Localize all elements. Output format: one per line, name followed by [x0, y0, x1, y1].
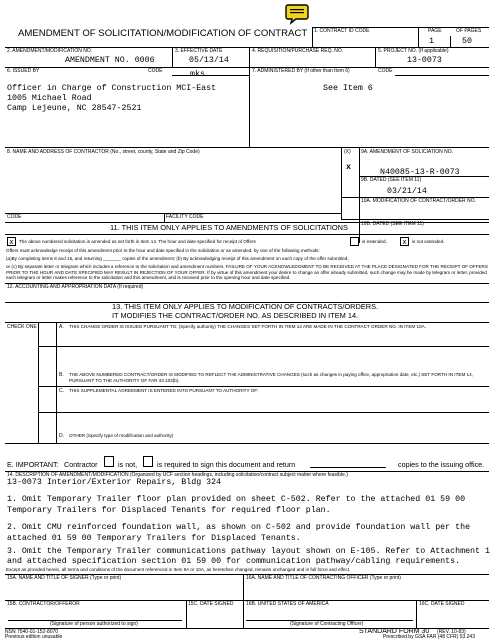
description-label: 14. DESCRIPTION OF AMENDMENT/MODIFICATION (Organized by UCF section headings, including solicitation/contract subject matter where feasible.): [7, 472, 348, 478]
item13-title-1: 13. THIS ITEM ONLY APPLIES TO MODIFICATION OF CONTRACTS/ORDERS.: [112, 302, 379, 311]
description-item-2-line-1: 2. Omit CMU reinforced foundation wall, as shown on C-502 and provide foundation wall per the: [7, 523, 471, 532]
check-one-label: CHECK ONE: [7, 324, 37, 330]
date-signed-16c-label: 16C. DATE SIGNED: [419, 601, 465, 607]
is-required-checkbox[interactable]: [143, 456, 153, 467]
project-value: 13-0073: [407, 56, 442, 65]
item11-paragraph-3: or (c) By separate letter or telegram which includes a reference to the solicitation and amendment numbers. FAILURE OF YOUR ACKNOWLEDGMENT TO BE RECEIVED AT THE PLACE DESIGNATED FOR THE RECEIPT OF OFFERS PRIOR TO THE HOUR AND DATE SPECIFIED MAY RESULT IN REJECTION OF YOUR OFFER. If by virtue of this amendment your desire to change an offer already submitted, such change may be made by telegram or letter, provided each telegram or letter makes reference to the solicitation and this amendment, and is received prior to the opening hour and date specified.: [6, 264, 488, 281]
option-b-text: THE ABOVE NUMBERED CONTRACT/ORDER IS MODIFIED TO REFLECT THE ADMINISTRATIVE CHANGES (such as changes in paying office, appropriation date, etc.) SET FORTH IN ITEM 14, PURSUANT TO THE AUTHORITY OF FAR 43.103(b).: [69, 372, 473, 383]
nsn-number: NSN 7540-01-152-8070: [5, 629, 59, 635]
option-d-letter: D.: [59, 433, 64, 439]
description-item-3-line-2: and attached specification section 01 59 00 for communication pathway/cabling requirements.: [7, 557, 461, 566]
prescribed-by: Prescribed by GSA FAR (48 CFR) 53.243: [383, 634, 475, 640]
item11-line1: The above numbered solicitation is amended as set forth in Item 14. The hour and date specified for receipt of Offers: [19, 239, 256, 244]
checkbox-x-icon[interactable]: x: [400, 237, 409, 246]
option-a-text: THIS CHANGE ORDER IS ISSUED PURSUANT TO: (Specify authority) THE CHANGES SET FORTH IN ITEM 14 ARE MADE IN THE CONTRACT ORDER NO. IN ITEM 10A.: [69, 324, 426, 329]
form-revision: (REV. 10-83): [437, 629, 466, 635]
note-icon[interactable]: [285, 3, 309, 25]
x-mark-9a: x: [346, 163, 351, 172]
option-a-letter: A.: [59, 324, 64, 330]
of-pages: 50: [462, 37, 472, 46]
description-item-1-line-2: Temporary Trailers for Displaced Tenants for required floor plan.: [7, 506, 331, 515]
option-c-text: THIS SUPPLEMENTAL AGREEMENT IS ENTERED INTO PURSUANT TO AUTHORITY OF:: [69, 388, 259, 393]
accounting-label: 12. ACCOUNTING AND APPROPRIATION DATA (If required): [7, 284, 144, 290]
date-signed-15c-label: 15C. DATE SIGNED: [188, 601, 234, 607]
item13-title-2: IT MODIFIES THE CONTRACT/ORDER NO. AS DESCRIBED IN ITEM 14.: [112, 311, 359, 320]
form-number: STANDARD FORM 30: [359, 628, 430, 635]
x-column-label: (X): [344, 149, 351, 155]
option-c-letter: C.: [59, 388, 64, 394]
contractor-code-label: CODE: [7, 214, 22, 220]
amendment-no-label: 2. AMENDMENT/MODIFICATION NO.: [7, 48, 93, 54]
requisition-label: 4. REQUISITION/PURCHASE REQ. NO.: [252, 48, 344, 54]
important-label: E. IMPORTANT:: [7, 460, 59, 469]
description-item-1-line-1: 1. Omit Temporary Trailer floor plan provided on sheet C-502. Refer to the attached 01 59 00: [7, 495, 466, 504]
form-title: AMENDMENT OF SOLICITATION/MODIFICATION OF CONTRACT: [18, 28, 308, 39]
page-number: 1: [429, 37, 434, 46]
page-label: PAGE: [428, 28, 442, 34]
effective-date-value: 05/13/14: [189, 56, 229, 65]
issued-by-line-2: 1005 Michael Road: [7, 94, 92, 103]
is-not-checkbox[interactable]: [104, 456, 114, 467]
united-states-label: 16B. UNITED STATES OF AMERICA: [246, 601, 329, 607]
facility-code-label: FACILITY CODE: [166, 214, 204, 220]
issued-by-line-3: Camp Lejeune, NC 28547-2521: [7, 104, 142, 113]
option-b-letter: B.: [59, 372, 64, 378]
important-contractor: Contractor: [64, 460, 98, 469]
item11-title: 11. THIS ITEM ONLY APPLIES TO AMENDMENTS OF SOLICITATIONS: [110, 223, 348, 232]
important-is-required: is required to sign this document and return: [157, 460, 296, 469]
of-pages-label: OF PAGES: [456, 28, 482, 34]
signature-person-caption: (Signature of person authorized to sign): [50, 621, 138, 627]
administered-by-label: 7. ADMINISTERED BY (If other than Item 6): [252, 68, 350, 74]
amend-sol-label: 9A. AMENDMENT OF SOLICIATION NO.: [361, 149, 454, 155]
project-label: 5. PROJECT NO. (If applicable): [378, 48, 449, 54]
administered-value: See Item 6: [323, 84, 373, 93]
option-d-text: OTHER (Specify type of modification and authority): [69, 433, 174, 438]
description-subject: 13-0073 Interior/Exterior Repairs, Bldg 324: [7, 478, 222, 487]
signer-name-label: 15A. NAME AND TITLE OF SIGNER (Type or print): [7, 575, 122, 581]
except-clause: Except as provided herein, all terms and conditions of the document referenced in Item 9A or 10A, as heretofore changed, remains unchanged and in full force and effect.: [6, 567, 351, 572]
previous-edition: Previous edition unusable: [5, 634, 63, 640]
issued-code-label: CODE: [148, 68, 163, 74]
officer-name-label: 16A. NAME AND TITLE OF CONTRACTING OFFICER (Type or print): [246, 575, 401, 581]
issued-code-value: mks: [190, 70, 205, 79]
mod-dated-label: 10B. DATED (SEE ITEM 11): [361, 221, 424, 227]
amend-sol-value: N40085-13-R-0073: [380, 168, 460, 177]
contractor-offeror-label: 15B. CONTRACTOR/OFFEROR: [7, 601, 80, 607]
important-copies: copies to the issuing office.: [398, 460, 485, 469]
description-item-2-line-2: attached 01 59 00 Temporary Trailers for Displaced Tenants.: [7, 534, 301, 543]
item11-paragraph-1: Offers must acknowledge receipt of this amendment prior to the hour and date specified in the solicitation or as amended, by one of the following methods:: [6, 248, 320, 253]
extended-checkbox[interactable]: [350, 237, 359, 246]
is-extended-label: is extended,: [362, 239, 387, 244]
description-item-3-line-1: 3. Omit the Temporary Trailer communications pathway layout shown on E-105. Refer to Attachment 1: [7, 547, 490, 556]
issued-by-line-1: Officer in Charge of Construction MCI-East: [7, 84, 217, 93]
is-not-extended-label: is not extended.: [412, 239, 445, 244]
contract-id-label: 1. CONTRACT ID CODE: [314, 28, 370, 34]
checkbox-x-icon[interactable]: x: [7, 237, 16, 246]
mod-contract-label: 10A. MODIFICATION OF CONTRACT/ORDER NO.: [361, 198, 476, 204]
issued-by-label: 6. ISSUED BY: [7, 68, 40, 74]
item11-paragraph-2: (a)By completing Items 8 and 15, and returning _______ copies of the amendment; (b) By acknowledging receipt of this amendment on each copy of the offer submitted;: [6, 256, 349, 261]
dated-value: 03/21/14: [387, 187, 427, 196]
effective-date-label: 3. EFFECTIVE DATE: [175, 48, 223, 54]
signature-officer-caption: (Signature of Contracting Officer): [290, 621, 364, 627]
important-is-not: is not,: [118, 460, 138, 469]
dated-label: 9B. DATED (SEE ITEM 11): [361, 177, 422, 183]
contractor-label: 8. NAME AND ADDRESS OF CONTRACTOR (No., street, county, State and Zip Code): [7, 149, 200, 155]
administered-code-label: CODE: [378, 68, 393, 74]
amendment-no-value: AMENDMENT NO. 0006: [65, 56, 155, 65]
